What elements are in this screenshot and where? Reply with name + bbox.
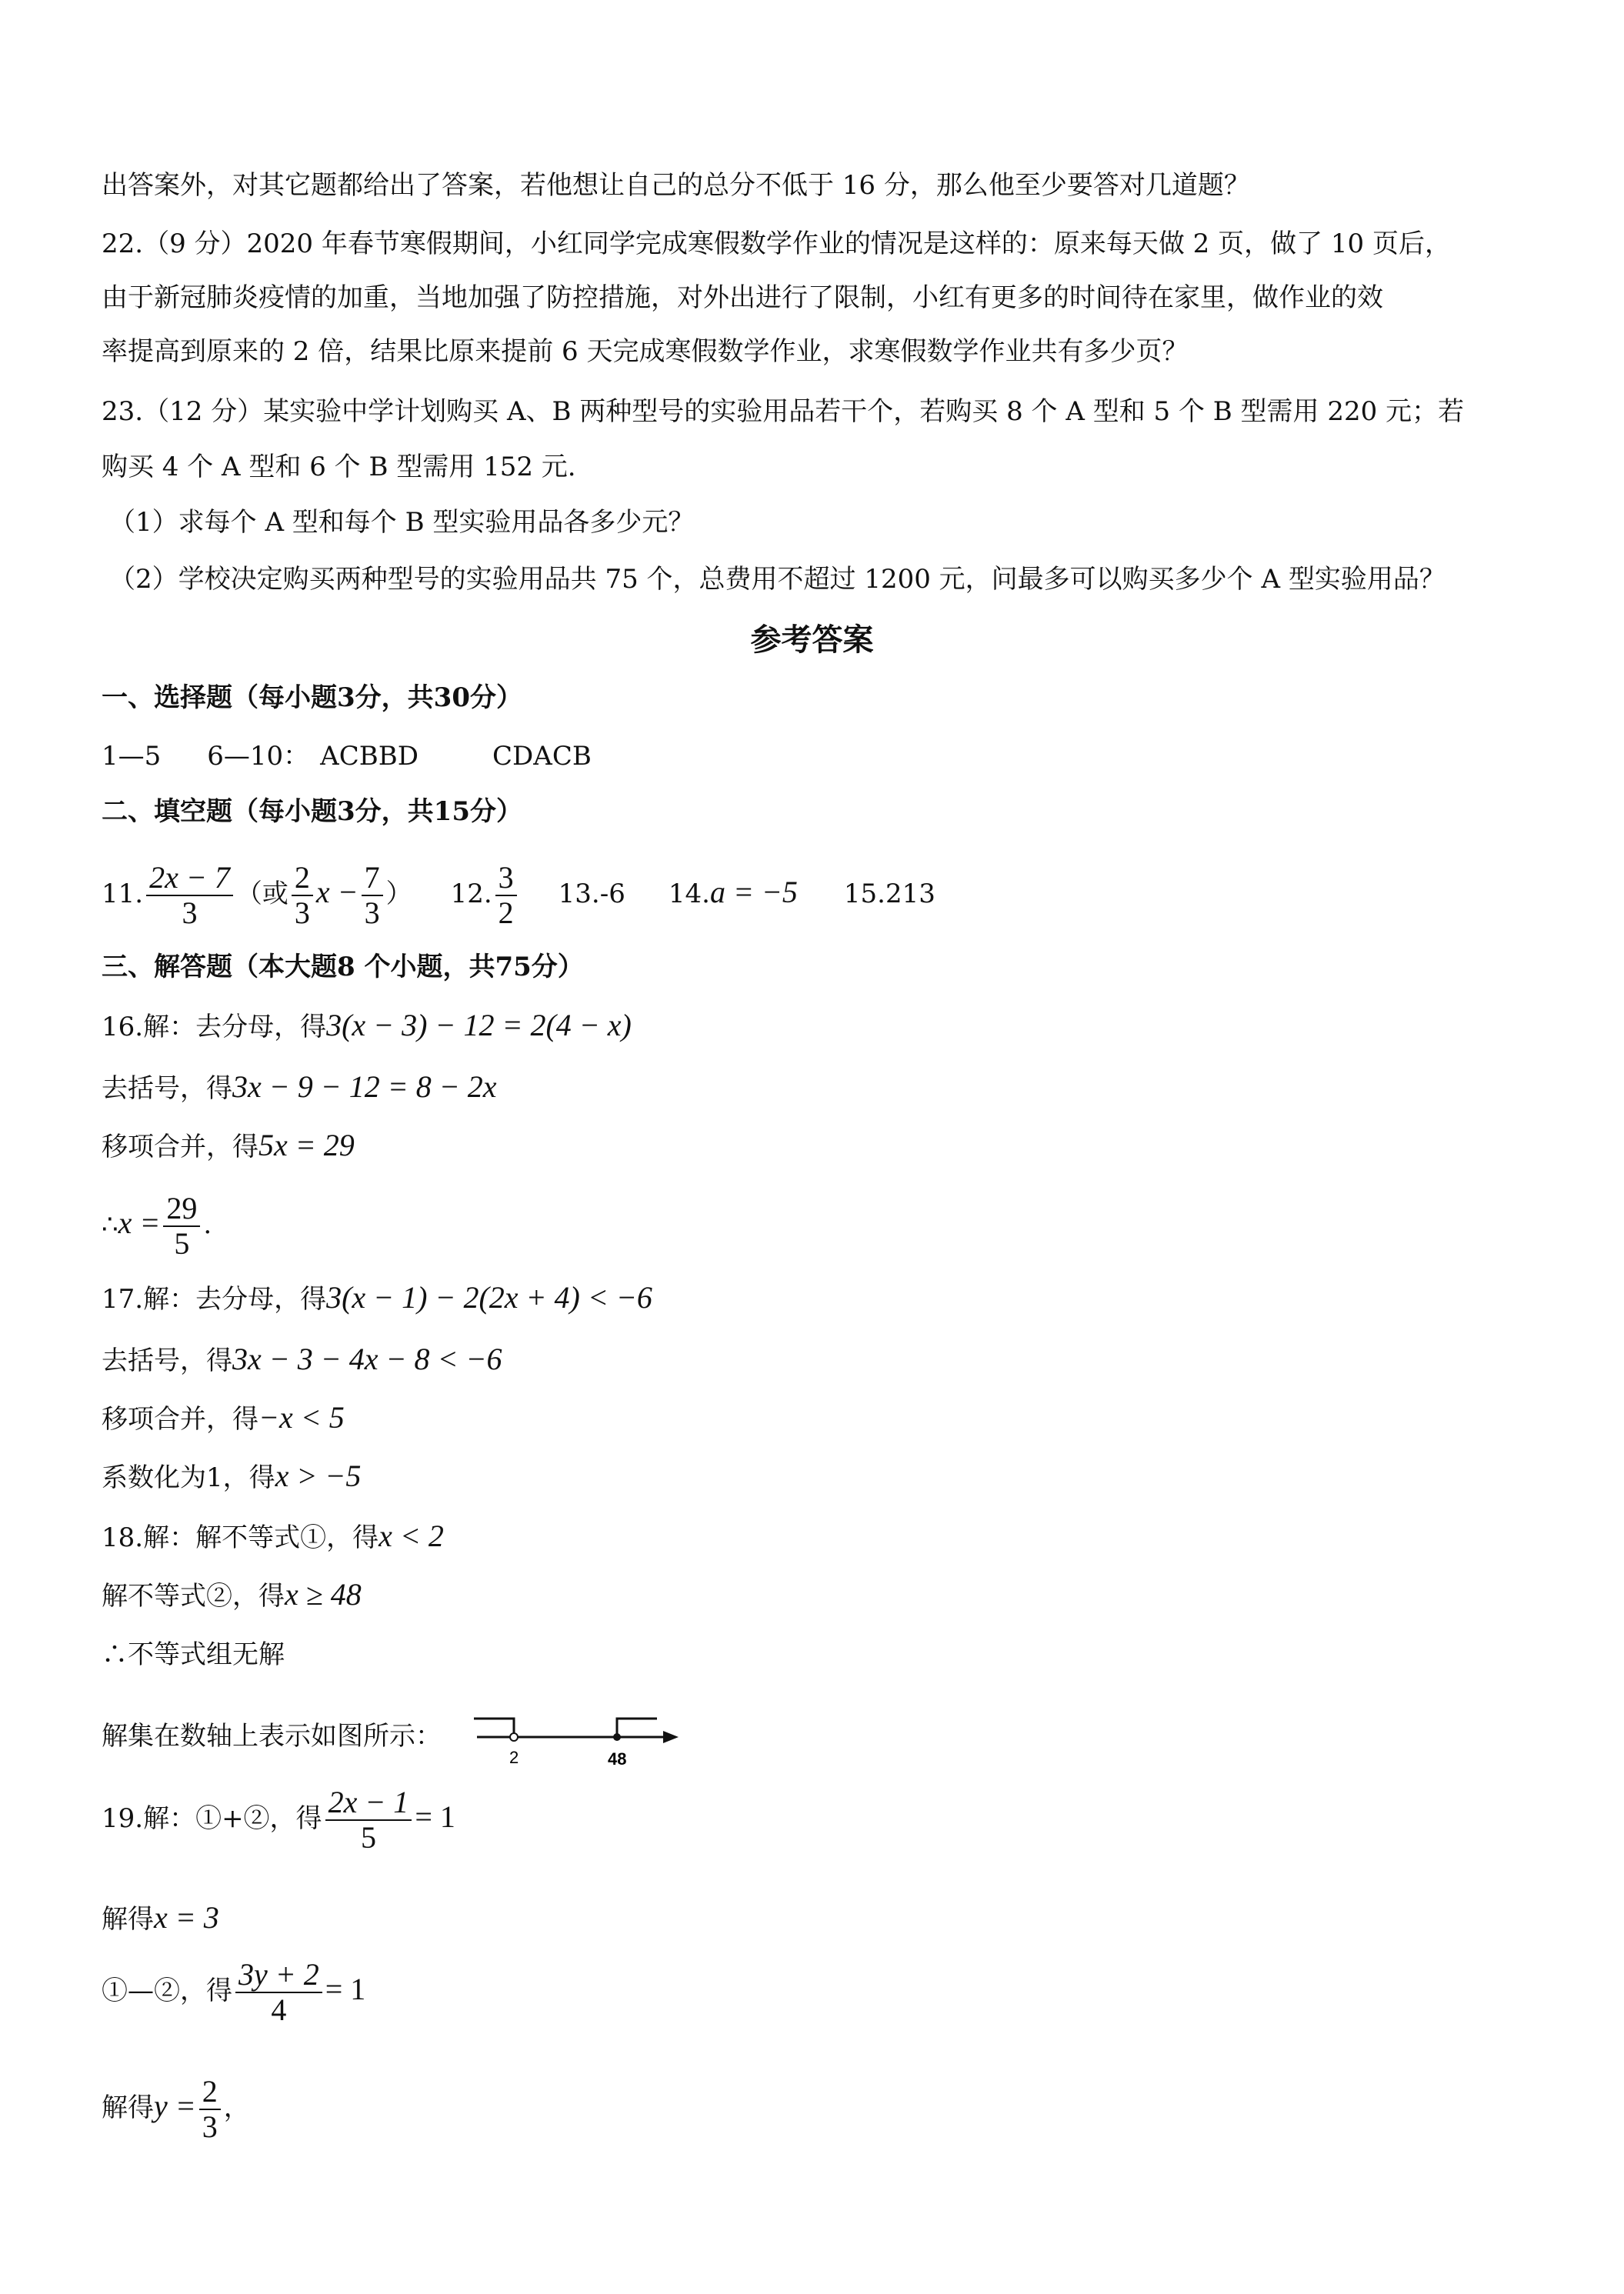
- tick-label-48: 48: [608, 1749, 627, 1769]
- answer-11-or: （或: [235, 879, 288, 909]
- solution-19-step-3: [102, 1951, 365, 2029]
- solution-17-step-2: [102, 1343, 502, 1377]
- choice-answers-row: [102, 740, 592, 772]
- solution-19-step-4-numerator: 2: [199, 2075, 221, 2110]
- solution-18-step-2: [102, 1579, 362, 1612]
- number-line-arrow: [663, 1731, 679, 1743]
- answer-14-expr: a = −5: [709, 875, 798, 909]
- section-1-heading: 一、选择题（每小题3分，共30分）: [102, 682, 522, 713]
- solution-19-step-2-expr: x = 3: [154, 1900, 219, 1935]
- answer-11-alt-den-1: 3: [294, 895, 310, 930]
- solution-16-step-2-expr: 3x − 9 − 12 = 8 − 2x: [232, 1069, 497, 1104]
- solution-19-step-4-lhs: y =: [154, 2089, 196, 2123]
- solution-17-step-4: [102, 1460, 361, 1494]
- solution-17-step-1-label: 17.解：去分母，得: [102, 1284, 327, 1315]
- solution-17-step-3-label: 移项合并，得: [102, 1404, 258, 1435]
- solution-19-step-2: [102, 1902, 219, 1936]
- solution-17-step-1: [102, 1282, 652, 1315]
- solution-18-step-3: ∴不等式组无解: [102, 1639, 285, 1670]
- answer-11-alt-fraction-2: [362, 861, 383, 930]
- answer-12-denominator: 2: [498, 895, 514, 930]
- solution-18-step-1: [102, 1520, 444, 1554]
- solution-17-step-2-expr: 3x − 3 − 4x − 8 < −6: [232, 1342, 502, 1376]
- answer-12-label: 12.: [450, 879, 492, 909]
- solution-18-step-1-expr: x < 2: [378, 1519, 444, 1553]
- solution-19-step-4: [102, 2068, 250, 2146]
- solution-19-step-1-numerator: 2x − 1: [325, 1786, 412, 1821]
- answer-15: 15.213: [843, 879, 935, 909]
- choice-answers-1-5: ACBBD: [320, 741, 419, 772]
- solution-16-step-4: [102, 1185, 212, 1263]
- solution-18-step-2-expr: x ≥ 48: [285, 1577, 362, 1612]
- answer-11-label: 11.: [102, 879, 144, 909]
- number-line-figure: [469, 1709, 685, 1771]
- fill-answers-row: [102, 854, 935, 932]
- answer-11-denominator: 3: [182, 895, 198, 930]
- problem-22-line-2: 由于新冠肺炎疫情的加重，当地加强了防控措施，对外出进行了限制，小红有更多的时间待在家里，做作业的效: [102, 282, 1383, 313]
- section-2-heading: 二、填空题（每小题3分，共15分）: [102, 796, 522, 827]
- solution-17-step-3: [102, 1402, 345, 1435]
- solution-16-denominator: 5: [174, 1226, 190, 1261]
- problem-23-question-2: （2）学校决定购买两种型号的实验用品共 75 个，总费用不超过 1200 元，问最多可以购买多少个 A 型实验用品？: [109, 564, 1446, 595]
- solution-19-step-4-comma: ，: [223, 2092, 250, 2123]
- solution-19-step-3-denominator: 4: [271, 1992, 287, 2027]
- problem-23-question-1: （1）求每个 A 型和每个 B 型实验用品各多少元？: [109, 507, 695, 538]
- answer-14-label: 14.: [668, 879, 710, 909]
- solution-19-step-3-fraction: [235, 1958, 322, 2027]
- answer-11-fraction: [146, 861, 233, 930]
- solution-19-step-3-label: ①—②，得: [102, 1976, 232, 2006]
- solution-18-step-2-label: 解不等式②，得: [102, 1581, 285, 1612]
- solution-16-step-2-label: 去括号，得: [102, 1073, 232, 1104]
- solution-19-step-4-fraction: [199, 2075, 221, 2144]
- answer-11-alt-num-2: 7: [362, 861, 383, 896]
- answer-11-numerator: 2x − 7: [146, 861, 233, 896]
- solution-bracket-ge-48: [617, 1719, 657, 1737]
- solution-19-step-3-rhs: = 1: [325, 1972, 366, 2006]
- solution-19-step-1: [102, 1779, 455, 1857]
- solution-18-step-1-label: 18.解：解不等式①，得: [102, 1522, 379, 1553]
- solution-16-step-3-label: 移项合并，得: [102, 1132, 258, 1162]
- answer-12-fraction: [495, 861, 517, 930]
- solution-18-step-4: 解集在数轴上表示如图所示：: [102, 1721, 442, 1752]
- solution-19-step-1-denominator: 5: [360, 1820, 376, 1855]
- solution-16-numerator: 29: [163, 1192, 200, 1227]
- solution-16-fraction: [163, 1192, 200, 1261]
- solution-19-step-4-label: 解得: [102, 2092, 154, 2123]
- solution-16-step-3: [102, 1129, 355, 1163]
- choice-label-1-5: 1—5: [102, 741, 162, 772]
- solution-17-step-4-expr: x > −5: [275, 1459, 362, 1493]
- answer-12-numerator: 3: [495, 861, 517, 896]
- solution-16-lhs: x =: [118, 1205, 161, 1240]
- answer-11-alt-fraction-1: [292, 861, 313, 930]
- solution-19-step-2-label: 解得: [102, 1904, 154, 1935]
- open-point-2: [510, 1733, 518, 1741]
- choice-label-6-10: 6—10：: [207, 741, 310, 772]
- solution-bracket-less-than-2: [474, 1719, 514, 1737]
- solution-16-step-1-expr: 3(x − 3) − 12 = 2(4 − x): [326, 1008, 632, 1042]
- solution-16-step-1: [102, 1009, 632, 1043]
- problem-23-line-2: 购买 4 个 A 型和 6 个 B 型需用 152 元.: [102, 452, 576, 482]
- solution-16-step-3-expr: 5x = 29: [258, 1128, 355, 1162]
- solution-16-step-2: [102, 1071, 496, 1105]
- tick-label-2: 2: [509, 1748, 519, 1767]
- problem-21-tail: 出答案外，对其它题都给出了答案，若他想让自己的总分不低于 16 分，那么他至少要答对几道题？: [102, 170, 1250, 201]
- section-3-heading: 三、解答题（本大题8 个小题，共75分）: [102, 952, 584, 982]
- answer-11-alt-mid: x −: [315, 875, 358, 909]
- therefore-symbol: ∴: [102, 1209, 118, 1240]
- solution-16-period: .: [203, 1209, 212, 1240]
- solution-19-step-1-fraction: [325, 1786, 412, 1855]
- answer-11-alt-num-1: 2: [292, 861, 313, 896]
- answer-11-close: ）: [385, 879, 412, 909]
- closed-point-48: [613, 1733, 621, 1741]
- solution-17-step-4-label: 系数化为1，得: [102, 1462, 275, 1493]
- answers-title: 参考答案: [750, 622, 874, 658]
- choice-answers-6-10: CDACB: [492, 741, 592, 772]
- solution-19-step-1-rhs: = 1: [415, 1799, 455, 1834]
- answer-13: 13.-6: [558, 879, 625, 909]
- solution-17-step-3-expr: −x < 5: [258, 1400, 345, 1435]
- solution-16-step-1-label: 16.解：去分母，得: [102, 1012, 327, 1042]
- solution-19-step-1-label: 19.解：①+②，得: [102, 1803, 322, 1834]
- problem-23-line-1: 23.（12 分）某实验中学计划购买 A、B 两种型号的实验用品若干个，若购买 8 个 A 型和 5 个 B 型需用 220 元；若: [102, 396, 1465, 427]
- problem-22-line-3: 率提高到原来的 2 倍，结果比原来提前 6 天完成寒假数学作业，求寒假数学作业共有多少页？: [102, 336, 1189, 367]
- solution-19-step-4-denominator: 3: [202, 2109, 218, 2144]
- solution-19-step-3-numerator: 3y + 2: [235, 1958, 322, 1993]
- solution-17-step-1-expr: 3(x − 1) − 2(2x + 4) < −6: [326, 1280, 652, 1315]
- problem-22-line-1: 22.（9 分）2020 年春节寒假期间，小红同学完成寒假数学作业的情况是这样的：原来每天做 2 页，做了 10 页后，: [102, 228, 1451, 259]
- solution-17-step-2-label: 去括号，得: [102, 1345, 232, 1376]
- answer-11-alt-den-2: 3: [364, 895, 380, 930]
